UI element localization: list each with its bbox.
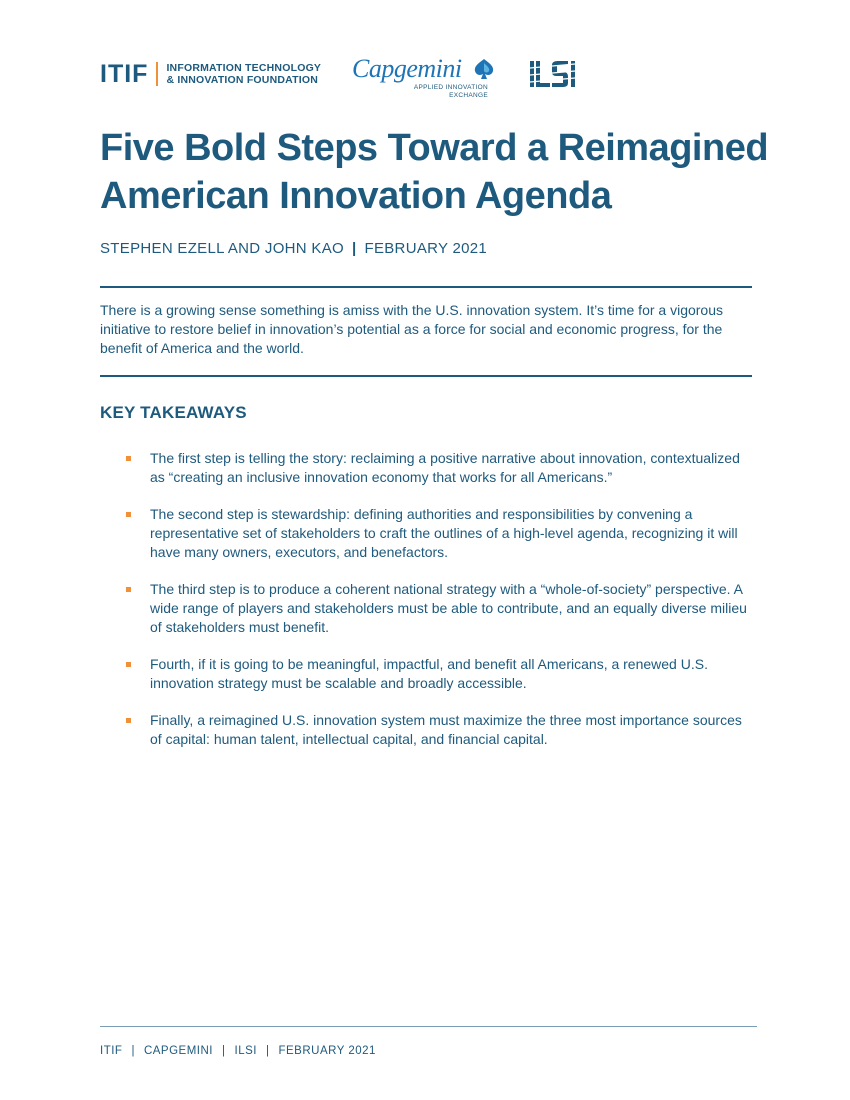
page-footer bbox=[100, 1045, 376, 1057]
page-title bbox=[100, 124, 780, 220]
footer-item-itif: ITIF bbox=[100, 1045, 123, 1057]
takeaway-item bbox=[124, 711, 752, 749]
itif-logo-line2: & INNOVATION FOUNDATION bbox=[166, 74, 319, 86]
abstract-top-rule bbox=[100, 286, 752, 288]
byline bbox=[100, 240, 487, 257]
takeaway-text: Fourth, if it is going to be meaningful, impactful, and benefit all Americans, a renewed U.S. innovation strategy must be scalable and broadly accessible. bbox=[150, 656, 708, 691]
takeaway-item bbox=[124, 505, 752, 562]
itif-logo-line1: INFORMATION TECHNOLOGY bbox=[166, 62, 322, 74]
itif-logo-text bbox=[166, 62, 321, 86]
bullet-square-icon bbox=[126, 718, 131, 723]
itif-logo-divider bbox=[156, 62, 158, 86]
footer-item-date: FEBRUARY 2021 bbox=[278, 1045, 376, 1057]
takeaway-item bbox=[124, 580, 752, 637]
footer-rule bbox=[100, 1026, 757, 1027]
footer-separator: | bbox=[131, 1045, 135, 1057]
footer-separator: | bbox=[265, 1045, 270, 1057]
title-line1: Five Bold Steps Toward a Reimagined bbox=[100, 127, 769, 169]
footer-item-capgemini: CAPGEMINI bbox=[143, 1045, 213, 1057]
takeaway-item bbox=[124, 449, 752, 487]
footer-item-ilsi: ILSI bbox=[234, 1045, 257, 1057]
takeaway-text: The first step is telling the story: reclaiming a positive narrative about innovation, contextualized as “creating an inclusive innovation economy that works for all Americans.” bbox=[150, 450, 740, 485]
capgemini-sub-line2: EXCHANGE bbox=[449, 92, 488, 99]
capgemini-subtitle bbox=[400, 84, 488, 100]
capgemini-sub-line1: APPLIED INNOVATION bbox=[413, 84, 488, 91]
byline-date: FEBRUARY 2021 bbox=[364, 240, 488, 257]
logo-row bbox=[100, 54, 620, 104]
key-takeaways-list bbox=[124, 449, 752, 767]
abstract-bottom-rule bbox=[100, 375, 752, 377]
bullet-square-icon bbox=[126, 456, 131, 461]
footer-separator: | bbox=[222, 1045, 226, 1057]
byline-authors: STEPHEN EZELL AND JOHN KAO bbox=[100, 240, 344, 257]
takeaway-text: Finally, a reimagined U.S. innovation system must maximize the three most importance sources of capital: human talent, intellectual capital, and financial capital. bbox=[150, 712, 742, 747]
abstract-text: There is a growing sense something is amiss with the U.S. innovation system. It’s time for a vigorous initiative to restore belief in innovation’s potential as a force for social and economic progress, for the benefit of America and the world. bbox=[100, 302, 724, 356]
takeaway-text: The third step is to produce a coherent national strategy with a “whole-of-society” perspective. A wide range of players and stakeholders must be able to contribute, and an equally diverse milieu of stakeholders must benefit. bbox=[150, 581, 747, 635]
bullet-square-icon bbox=[126, 587, 131, 592]
key-takeaways-heading: KEY TAKEAWAYS bbox=[100, 403, 247, 422]
capgemini-spade-icon bbox=[473, 58, 495, 80]
itif-logo bbox=[100, 62, 321, 86]
takeaway-item bbox=[124, 655, 752, 693]
bullet-square-icon bbox=[126, 662, 131, 667]
capgemini-logo bbox=[352, 54, 502, 102]
itif-wordmark: ITIF bbox=[100, 60, 149, 88]
capgemini-wordmark: Capgemini bbox=[352, 54, 462, 83]
takeaway-text: The second step is stewardship: defining authorities and responsibilities by convening a representative set of stakeholders to craft the outlines of a high-level agenda, recognizing it will have many owners, executors, and benefactors. bbox=[150, 506, 738, 560]
bullet-square-icon bbox=[126, 512, 131, 517]
ilsi-logo bbox=[530, 60, 592, 88]
byline-separator: | bbox=[351, 240, 357, 257]
title-line2: American Innovation Agenda bbox=[100, 175, 612, 217]
